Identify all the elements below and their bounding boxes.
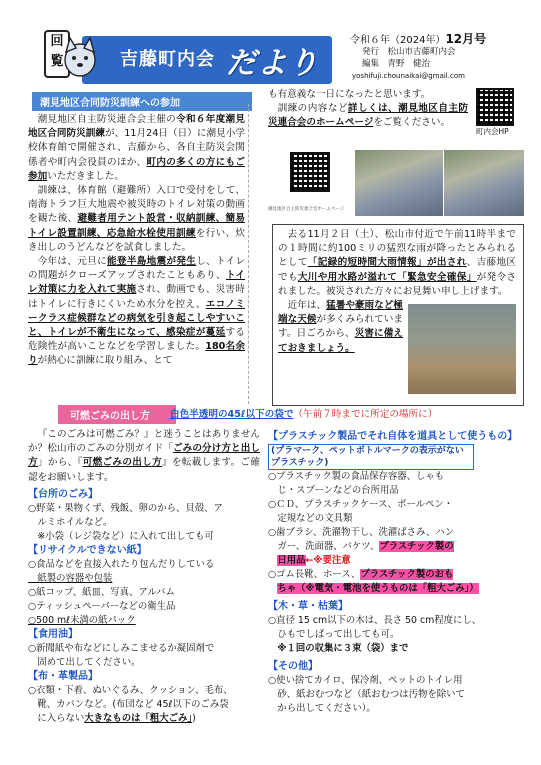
column-divider (248, 104, 249, 404)
dog-mascot-icon (60, 30, 100, 82)
rain-paragraph-1: 去る11月２日（土）、松山市付近で午前11時半までの１時間に約100ミリの猛烈な雨が降ったとみられるとして「記録的短時間大雨情報」が出され、吉藤地区でも大川や用水路が溢れて「緊急安全確保」が発令されました。被災された方々にお見舞い申し上げます。 (278, 229, 517, 297)
garbage-list-right: 【プラスチック製品でそれ自体を道具として使うもの】 (プラマーク、ペットボトルマークの表示がないプラスチック) ○プラスチック製の食品保存容器、しゃも じ・スプーンなどの台所用品 ○ＣＤ、プラスチックケース、ボールペン・ 定規などの文具類 ○歯ブラシ、洗濯物干し、洗濯ばさみ、ハン ガー、洗面器、バケツ、プラスチック製の 日用品←※要注意 ○ゴム長靴、ホース、プラスチック製のおも ちゃ（※電気・電池を使うものは「粗大ごみ」） 【木・草・枯葉】 ○直径 15 cm以下の木は、長さ 50 cm程度にし、 ひもでしばって出しても可。 ※１回の収集に３束（袋）まで 【その他】 ○使い捨てカイロ、保冷剤、ペットのトイレ用 砂、紙おむつなど（紙おむつは汚物を除いて から出してください）。 (268, 431, 518, 714)
category-cloth: 【布・革製品】 (28, 671, 98, 682)
editor: 編集 青野 健治 (362, 59, 431, 69)
drill-paragraph-3: 今年は、元旦に能登半島地震が発生し、トイレの問題がクローズアップされたこともあり、トイレ対策に力を入れて実施され、動画でも、災害時はトイレに行きにくいため水分を控え、エコノミークラス症候群などの病気を引き起こしやすいこと、トイレが不衛生になって、感染症が蔓延する危険性が高いことなどを学習しました。180名余りが熱心に訓練に取り組み、とて (28, 256, 246, 367)
category-paper: 【リサイクルできない紙】 (28, 545, 147, 556)
category-other: 【その他】 (268, 661, 318, 672)
publisher: 発行 松山市吉藤町内会 (362, 47, 456, 57)
kairan-stamp: 回覧 (44, 30, 70, 78)
garbage-intro: 『このごみは可燃ごみ？』と迷うことはありませんか？松山市のごみの分別ガイド「ごみの分け方と出し方」から、『可燃ごみの出し方』を転載します。ご確認をお願いします。 (28, 429, 261, 483)
plastic-mark-note: (プラマーク、ペットボトルマークの表示がないプラスチック) (268, 444, 474, 470)
drill-photo-tent (355, 150, 443, 216)
garbage-list-left: 【台所のごみ】 ○野菜・果物くず、残飯、卵のから、貝殻、ア ルミホイルなど。 ※小袋（レジ袋など）に入れて出しても可 【リサイクルできない紙】 ○食品などを直接入れたり包んだりしている 紙製の容器や包装 ○紙コップ、紙皿、写真、アルバム ○ティッシュペーパーなどの衛生品 ○500 mℓ未満の紙パック 【食用油】 ○新聞紙や布などにしみこませるか凝固剤で 固めて出してください。 【布・革製品】 ○衣類・下着、ぬいぐるみ、クッション、毛布、 靴、カバンなど。(布団など 45ℓ以下のごみ袋 に入らない大きなものは「粗大ごみ」) (28, 488, 264, 726)
drill-more-info: 訓練の内容など詳しくは、潮見地区自主防災連合会のホームページをご覧ください。 (268, 103, 469, 129)
drill-continued: も有意義な一日になったと思います。 訓練の内容など詳しくは、潮見地区自主防災連合会のホームページをご覧ください。 (268, 88, 468, 131)
drill-heading: 潮見地区合同防災訓練への参加 (32, 92, 252, 111)
contact-email: yoshifuji.chounaikai@gmail.com (352, 72, 465, 80)
category-plastic: 【プラスチック製品でそれ自体を道具として使うもの】 (268, 431, 518, 442)
drill-paragraph-1: 潮見地区自主防災連合会主催の令和６年度潮見地区合同防災訓練が、11月24日（日）に潮見小学校体育館で開催され、吉藤から、各自主防災会関係者や町内会役員のほか、町内の多くの方にもご参加いただきました。 (28, 114, 246, 182)
category-kitchen: 【台所のごみ】 (28, 489, 98, 500)
flood-photo (408, 304, 516, 394)
drill-article (28, 113, 245, 369)
title-dayori: だより (226, 46, 319, 81)
drill-photo-gym (444, 150, 524, 216)
garbage-bag-rule: 白色半透明の45ℓ以下の袋で（午前７時までに所定の場所に） (170, 409, 438, 420)
town-hp-qr-code[interactable] (476, 88, 514, 126)
issue-date: 令和６年（2024年）12月号 (350, 32, 487, 46)
category-oil: 【食用油】 (28, 629, 78, 640)
town-hp-qr-caption: 町内会HP (476, 127, 509, 136)
rain-paragraph-2: 近年は、猛暑や豪雨など極端な天候が多くみられています。日ごろから、災害に備えておきましょう。 (278, 300, 404, 354)
drill-paragraph-2: 訓練は、体育館（避難所）入口で受付をして、南海トラフ巨大地震や被災時のトイレ対策の動画を観た後、避難者用テント設営・収納訓練、簡易トイレ設置訓練、応急給水栓使用訓練を行い、炊き出しのうどんなどを試食しました。 (28, 185, 246, 253)
drill-hp-qr-code[interactable] (290, 152, 330, 192)
drill-qr-caption: 潮見地区自主防災連合会ホームページ (268, 207, 345, 212)
title-town: 吉藤町内会 (120, 49, 215, 70)
garbage-heading: 可燃ごみの出し方 (58, 405, 176, 424)
category-wood: 【木・草・枯葉】 (268, 601, 348, 612)
